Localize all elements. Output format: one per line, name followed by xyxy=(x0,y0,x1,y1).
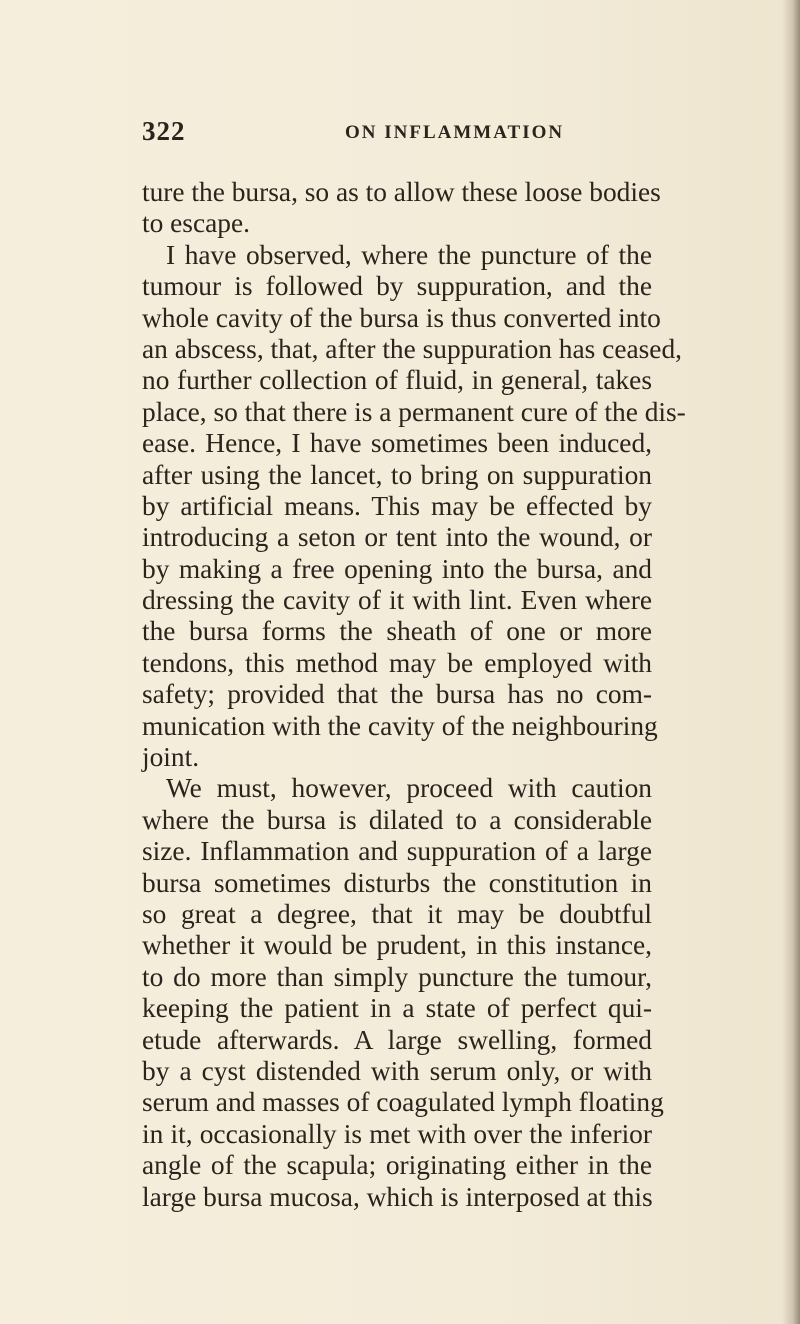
text-line: safety; provided that the bursa has no com- xyxy=(142,679,652,710)
text-line: dressing the cavity of it with lint. Even where xyxy=(142,585,652,616)
text-line: keeping the patient in a state of perfect qui- xyxy=(142,993,652,1024)
text-line: place, so that there is a permanent cure of the dis- xyxy=(142,396,686,427)
text-line: serum and masses of coagulated lymph floating xyxy=(142,1087,664,1118)
text-line: in it, occasionally is met with over the inferior xyxy=(142,1118,652,1149)
running-head xyxy=(142,116,642,152)
text-line: introducing a seton or tent into the wound, or xyxy=(142,522,652,553)
page-number: 322 xyxy=(142,116,186,146)
text-line: so great a degree, that it may be doubtful xyxy=(142,898,652,929)
text-line: tendons, this method may be employed with xyxy=(142,647,652,678)
text-line: the bursa forms the sheath of one or more xyxy=(142,616,652,647)
text-line: no further collection of fluid, in general, takes xyxy=(142,365,652,396)
text-line: I have observed, where the puncture of the xyxy=(166,239,652,270)
text-line: an abscess, that, after the suppuration has ceased, xyxy=(142,333,683,364)
running-title: ON INFLAMMATION xyxy=(345,122,565,143)
text-line: large bursa mucosa, which is interposed at this xyxy=(142,1181,653,1212)
text-line: where the bursa is dilated to a considerable xyxy=(142,804,652,835)
text-line: etude afterwards. A large swelling, formed xyxy=(142,1024,652,1055)
body-text xyxy=(142,177,686,1213)
text-line: by making a free opening into the bursa, and xyxy=(142,553,652,584)
text-line: munication with the cavity of the neighbouring xyxy=(142,710,658,741)
text-line: angle of the scapula; originating either in the xyxy=(142,1150,652,1181)
text-line: tumour is followed by suppuration, and the xyxy=(142,271,652,302)
page-edge-shadow xyxy=(782,0,800,1324)
text-line: to escape. xyxy=(142,208,250,239)
text-line: joint. xyxy=(142,742,200,773)
text-line: We must, however, proceed with caution xyxy=(166,773,652,804)
text-line: bursa sometimes disturbs the constitution in xyxy=(142,867,652,898)
text-line: by artificial means. This may be effected by xyxy=(142,490,652,521)
text-line: ture the bursa, so as to allow these loose bodies xyxy=(142,177,661,207)
text-line: whole cavity of the bursa is thus converted into xyxy=(142,302,661,333)
text-line: after using the lancet, to bring on suppuration xyxy=(142,459,652,490)
text-line: ease. Hence, I have sometimes been induced, xyxy=(142,428,652,459)
text-line: size. Inflammation and suppuration of a large xyxy=(142,836,652,867)
text-line: to do more than simply puncture the tumour, xyxy=(142,961,652,992)
text-line: whether it would be prudent, in this instance, xyxy=(142,930,652,961)
text-line: by a cyst distended with serum only, or with xyxy=(142,1055,652,1086)
